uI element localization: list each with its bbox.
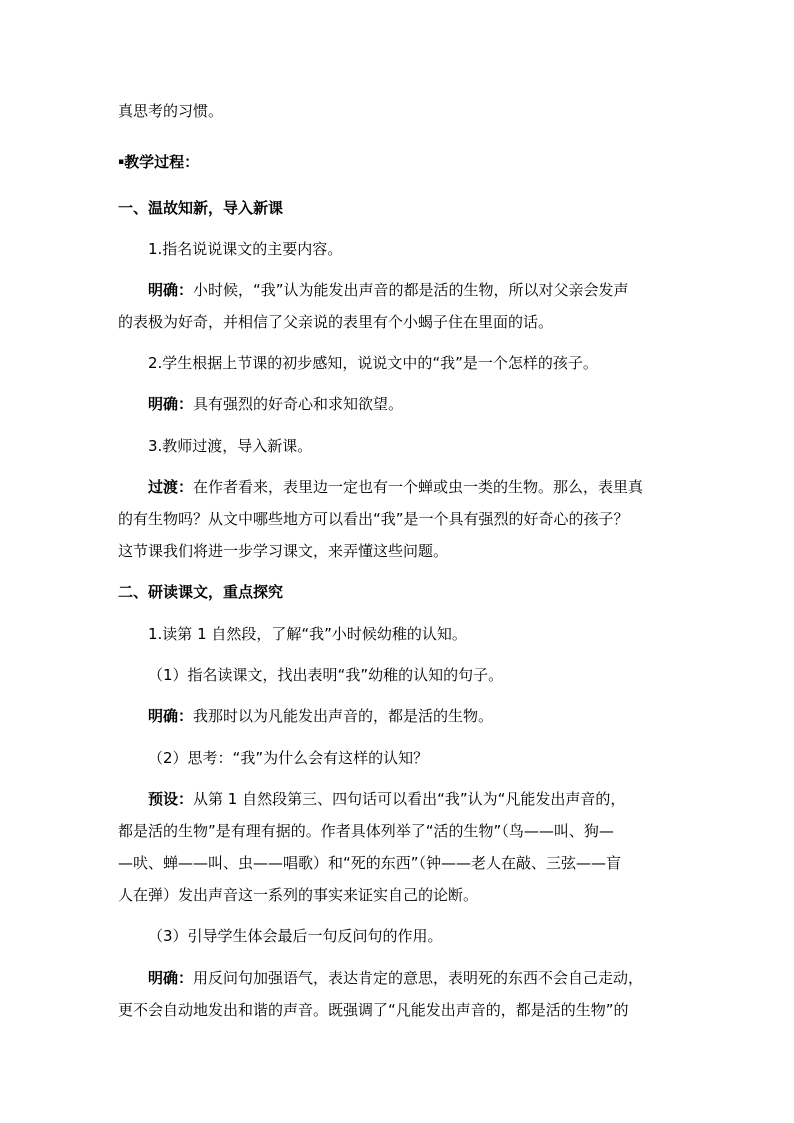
intro-line: 真思考的习惯。 [118, 102, 224, 120]
preset-label: 预设： [148, 790, 194, 808]
answer-label: 明确： [148, 281, 194, 299]
preset-line4: 人在弹）发出声音这一系列的事实来证实自己的论断。 [118, 886, 479, 904]
section2-title: 二、研读课文，重点探究 [118, 583, 284, 601]
section1-item2: 2.学生根据上节课的初步感知，说说文中的“我”是一个怎样的孩子。 [148, 354, 598, 372]
section2-answer1 [148, 706, 493, 726]
answer-label: 明确： [148, 707, 194, 725]
section2-sub3: （3）引导学生体会最后一句反问句的作用。 [148, 927, 443, 945]
section2-item1: 1.读第 1 自然段，了解“我”小时候幼稚的认知。 [148, 625, 467, 643]
transition-line2: 的有生物吗？从文中哪些地方可以看出“我”是一个具有强烈的好奇心的孩子？ [118, 510, 629, 528]
transition-line3: 这节课我们将进一步学习课文，来弄懂这些问题。 [118, 542, 449, 560]
preset-line3: —吠、蝉——叫、虫——唱歌）和“死的东西”（钟——老人在敲、三弦——盲 [118, 854, 622, 872]
section2-answer3-line1 [148, 968, 643, 988]
preset-line2: 都是活的生物”是有理有据的。作者具体列举了“活的生物”（鸟——叫、狗— [118, 822, 614, 840]
section2-sub2: （2）思考：“我”为什么会有这样的认知？ [148, 749, 429, 767]
bullet-marker: ▪ [118, 157, 125, 167]
preset-text: 从第 1 自然段第三、四句话可以看出“我”认为“凡能发出声音的， [193, 790, 626, 808]
answer-label: 明确： [148, 969, 194, 987]
transition-line1 [148, 477, 643, 497]
answer-label: 明确： [148, 395, 194, 413]
section1-answer2 [148, 394, 403, 414]
answer-text: 用反问句加强语气，表达肯定的意思，表明死的东西不会自己走动， [193, 969, 644, 987]
section1-title: 一、温故知新，导入新课 [118, 199, 284, 217]
answer-text: 我那时以为凡能发出声音的，都是活的生物。 [193, 707, 494, 725]
section1-answer1-line2: 的表极为好奇，并相信了父亲说的表里有个小蝎子住在里面的话。 [118, 313, 554, 331]
transition-label: 过渡： [148, 478, 194, 496]
section2-answer3-line2: 更不会自动地发出和谐的声音。既强调了“凡能发出声音的，都是活的生物”的 [118, 1001, 629, 1019]
process-title-text: 教学过程： [124, 153, 200, 171]
section1-item1: 1.指名说说课文的主要内容。 [148, 240, 343, 258]
section1-item3: 3.教师过渡，导入新课。 [148, 437, 313, 455]
transition-text: 在作者看来，表里边一定也有一个蝉或虫一类的生物。那么，表里真 [193, 478, 644, 496]
answer-text: 小时候，“我”认为能发出声音的都是活的生物，所以对父亲会发声 [193, 281, 629, 299]
process-title [118, 152, 199, 172]
section2-sub1: （1）指名读课文，找出表明“我”幼稚的认知的句子。 [148, 666, 504, 684]
preset-line1 [148, 789, 625, 809]
section1-answer1-line1 [148, 280, 629, 300]
answer-text: 具有强烈的好奇心和求知欲望。 [193, 395, 404, 413]
